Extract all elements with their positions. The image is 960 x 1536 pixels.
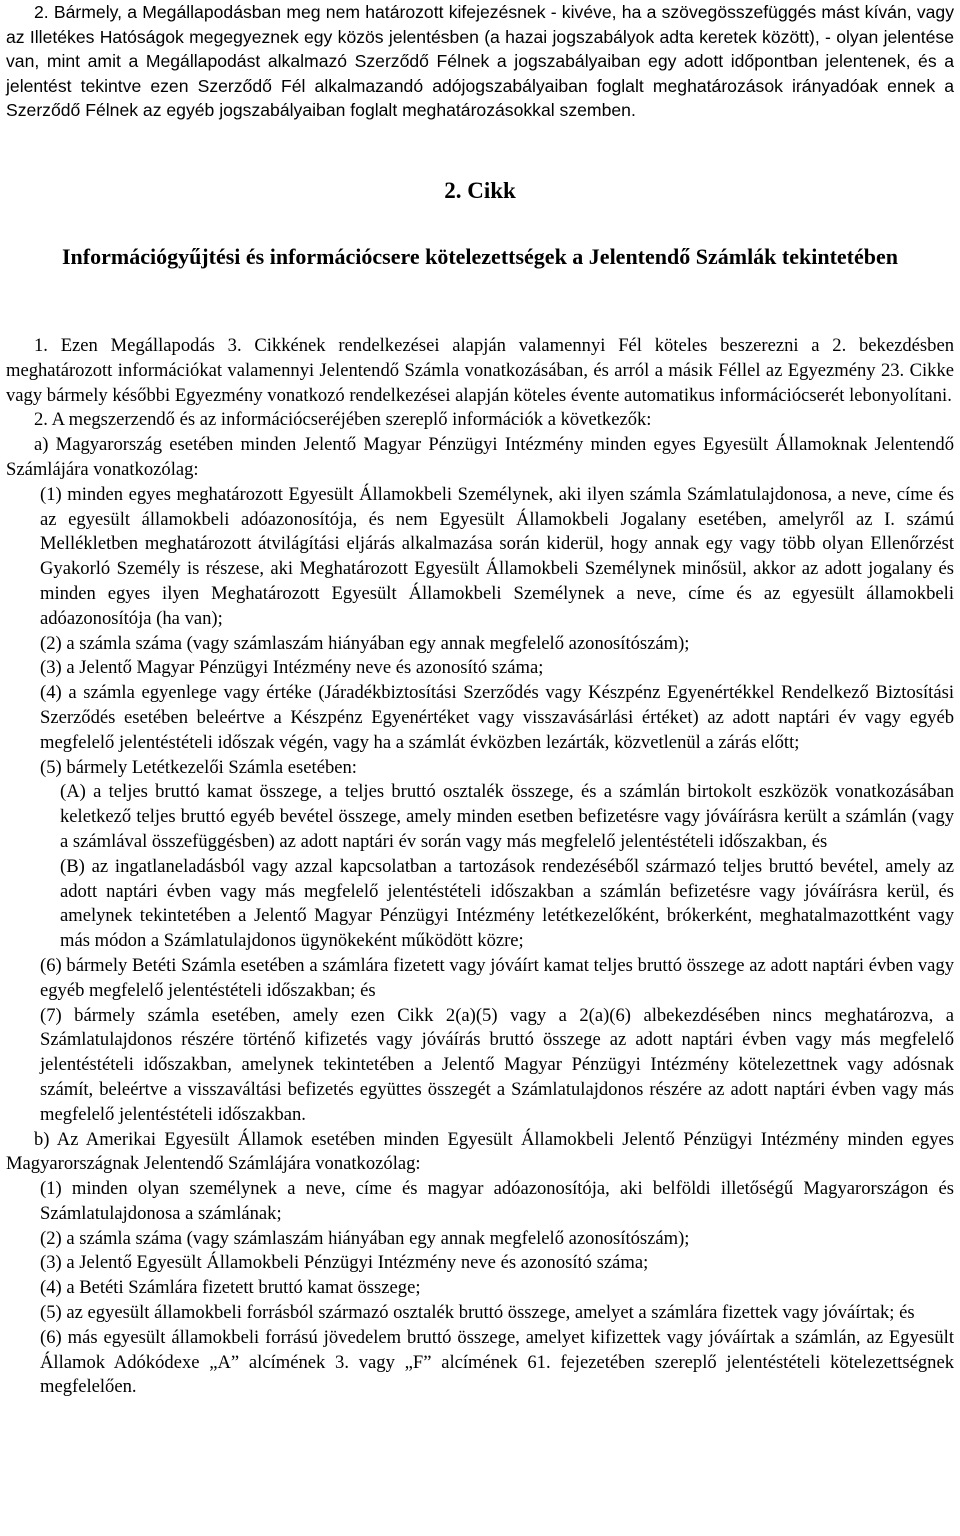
article-title: Információgyűjtési és információcsere kötelezettségek a Jelentendő Számlák tekintetében (61, 244, 899, 269)
section-a-intro: a) Magyarország esetében minden Jelentő Magyar Pénzügyi Intézmény minden egyes Egyesült Államoknak Jelentendő Számlájára vonatkozólag: (6, 434, 954, 480)
section-a-item-1: (1) minden egyes meghatározott Egyesült Államokbeli Személynek, aki ilyen számla Számlatulajdonosa, a neve, címe és az egyesült államokbeli adóazonosítója, és nem Egyesült Államokbeli Jogalany esetében, amelyről az I. számú Mellékletben meghatározott átvilágítási eljárás alkalmazása során kiderül, hogy annak egy vagy több olyan Ellenőrzést Gyakorló Személy is részese, aki Meghatározott Egyesült Államokbeli Személynek minősül, akkor az adott jogalany és minden egyes ilyen Meghatározott Egyesült Államokbeli Személynek a neve, címe és az egyesült államokbeli adóazonosítója (ha van); (40, 483, 954, 629)
article-number: 2. Cikk (444, 178, 516, 203)
section-b-item-1: (1) minden olyan személynek a neve, címe és magyar adóazonosítója, aki belföldi illetőségű Magyarországon és Számlatulajdonosa a számlának; (40, 1178, 954, 1224)
section-b-intro: b) Az Amerikai Egyesült Államok esetében minden Egyesült Államokbeli Jelentő Pénzügyi Intézmény minden egyes Magyarországnak Jelentendő Számlájára vonatkozólag: (6, 1128, 954, 1175)
paragraph-2: 2. A megszerzendő és az információcseréjében szereplő információk a következők: (34, 409, 652, 431)
section-a-item-3: (3) a Jelentő Magyar Pénzügyi Intézmény neve és azonosító száma; (40, 657, 544, 679)
article-title-block (40, 242, 920, 272)
article-heading (6, 176, 954, 206)
article-body (6, 334, 954, 1400)
paragraph-1: 1. Ezen Megállapodás 3. Cikkének rendelkezései alapján valamennyi Fél köteles beszerezni a 2. bekezdésben meghatározott információkat valamennyi Jelentendő Számla vonatkozásában, és arról a másik Féllel az Egyezmény 23. Cikke vagy bármely későbbi Egyezmény vonatkozó rendelkezései alapján köteles évente automatikus információcserét lebonyolítani. (6, 335, 954, 406)
section-b-item-6: (6) más egyesült államokbeli forrású jövedelem bruttó összege, amelyet kifizettek vagy jóváírtak a számlán, az Egyesült Államok Adókódexe „A” alcímének 3. vagy „F” alcímének 61. fejezetében szereplő jelentéstételi kötelezettségnek megfelelően. (40, 1326, 954, 1398)
section-b-item-3: (3) a Jelentő Egyesült Államokbeli Pénzügyi Intézmény neve és azonosító száma; (40, 1252, 649, 1274)
section-a-item-2: (2) a számla száma (vagy számlaszám hiányában egy annak megfelelő azonosítószám); (40, 632, 690, 654)
intro-section (6, 0, 954, 123)
section-b-item-2: (2) a számla száma (vagy számlaszám hiányában egy annak megfelelő azonosítószám); (40, 1227, 690, 1249)
intro-paragraph: 2. Bármely, a Megállapodásban meg nem határozott kifejezésnek - kivéve, ha a szövegösszefüggés mást kíván, vagy az Illetékes Hatóságok megegyeznek egy közös jelentésben (a hazai jogszabályok adta keretek között), - olyan jelentése van, mint amit a Megállapodást alkalmazó Szerződő Félnek a jogszabályaiban egy adott időpontban jelentenek, és a jelentést tekintve ezen Szerződő Fél alkalmazandó adójogszabályaiban foglalt meghatározások irányadóak ennek a Szerződő Félnek az egyéb jogszabályaiban foglalt meghatározásokkal szemben. (6, 2, 954, 121)
section-a-item-5B: (B) az ingatlaneladásból vagy azzal kapcsolatban a tartozások rendezéséből származó teljes bruttó bevétel, amely az adott naptári évben vagy más megfelelő jelentéstételi időszakban a számlán befizetésre vagy jóváírásra kerül, és amelynek tekintetében a Jelentő Magyar Pénzügyi Intézmény letétkezelőként, brókerként, meghatalmazottként vagy más módon a Számlatulajdonos ügynökeként működött közre; (60, 855, 954, 952)
section-a-item-6: (6) bármely Betéti Számla esetében a számlára fizetett vagy jóváírt kamat teljes bruttó összege az adott naptári évben vagy egyéb megfelelő jelentéstételi időszakban; és (40, 954, 954, 1001)
section-a-item-5A: (A) a teljes bruttó kamat összege, a teljes bruttó osztalék összege, és a számlán birtokolt eszközök vonatkozásában keletkező teljes bruttó egyéb bevétel összege, amely minden esetben befizetésre vagy jóváírásra került a számlán (vagy a számlával összefüggésben) az adott naptári év során vagy más megfelelő jelentéstételi időszakban, és (60, 781, 954, 852)
section-a-item-4: (4) a számla egyenlege vagy értéke (Járadékbiztosítási Szerződés vagy Készpénz Egyenértékkel Rendelkező Biztosítási Szerződés esetében beleértve a Készpénz Egyenértéket vagy visszavásárlási értéket) az adott naptári év vagy egyéb megfelelő jelentéstételi időszak végén, vagy ha a számlát évközben lezárták, közvetlenül a zárás előtt; (40, 682, 954, 753)
section-b-item-5: (5) az egyesült államokbeli forrásból származó osztalék bruttó összege, amelyet a számlára fizettek vagy jóváírtak; és (40, 1302, 915, 1324)
section-a-item-7: (7) bármely számla esetében, amely ezen Cikk 2(a)(5) vagy a 2(a)(6) albekezdésében nincs meghatározva, a Számlatulajdonos részére történő kifizetés vagy jóváírás bruttó összege az adott naptári évben vagy más megfelelő jelentéstételi időszakban, amelynek tekintetében a Jelentő Magyar Pénzügyi Intézmény kötelezettnek vagy adósnak számít, beleértve a visszaváltási befizetés együttes összegét a Számlatulajdonos részére az adott naptári évben vagy más megfelelő jelentéstételi időszakban. (40, 1004, 954, 1125)
section-b-item-4: (4) a Betéti Számlára fizetett bruttó kamat összege; (40, 1277, 421, 1299)
section-a-item-5: (5) bármely Letétkezelői Számla esetében: (40, 756, 357, 778)
